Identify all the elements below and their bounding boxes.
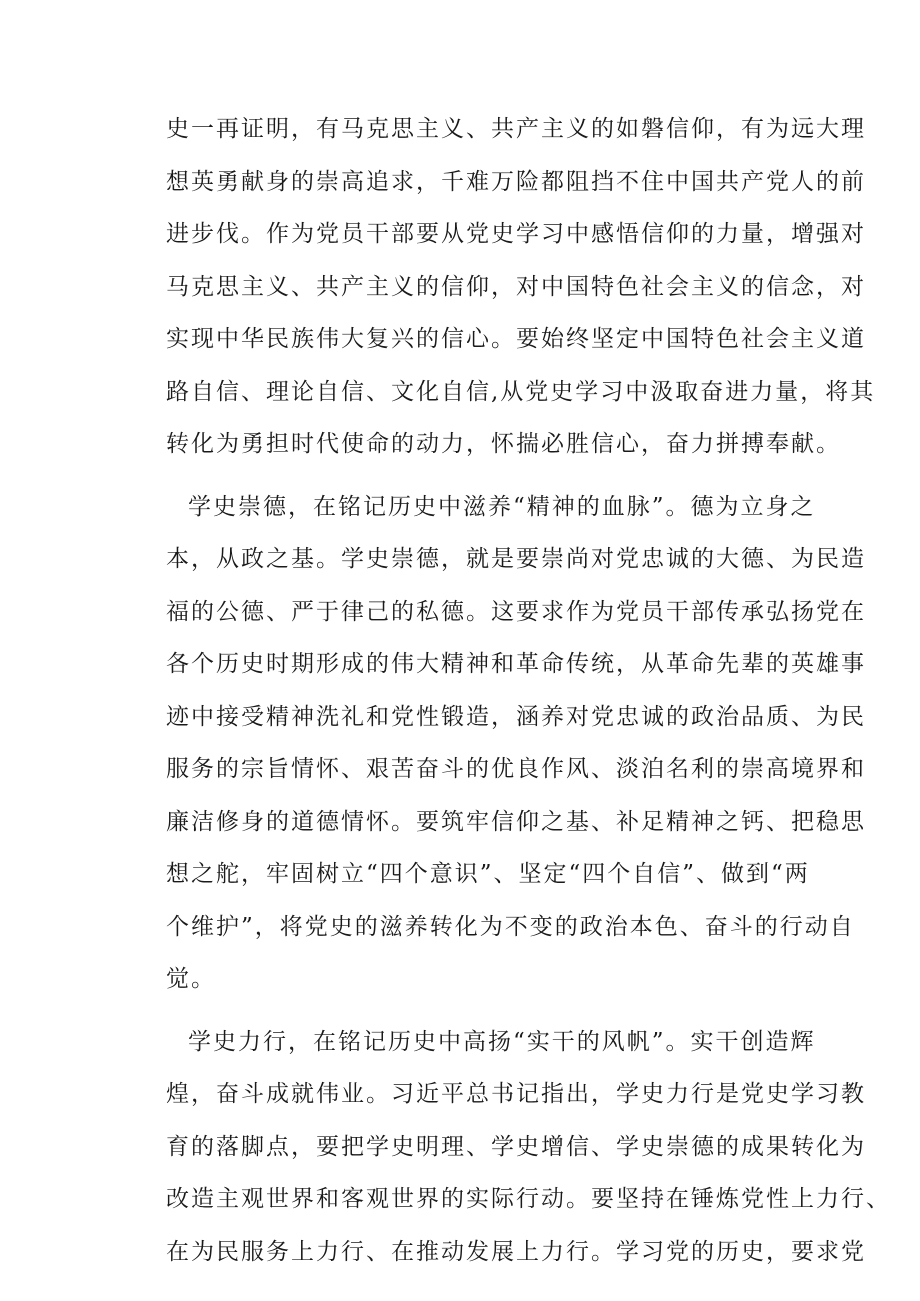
text-line: 实现中华民族伟大复兴的信心。要始终坚定中国特色社会主义道 <box>166 326 866 352</box>
text-line: 想之舵，牢固树立“四个意识”、坚定“四个自信”、做到“两 <box>166 861 810 887</box>
paragraph-virtue <box>166 481 866 1006</box>
text-line: 马克思主义、共产主义的信仰，对中国特色社会主义的信念，对 <box>166 273 866 300</box>
text-line: 育的落脚点，要把学史明理、学史增信、学史崇德的成果转化为 <box>166 1133 866 1160</box>
text-line: 在为民服务上力行、在推动发展上力行。学习党的历史，要求党 <box>166 1238 866 1265</box>
text-line: 转化为勇担时代使命的动力，怀揣必胜信心，奋力拼搏奉献。 <box>166 431 841 457</box>
paragraph-practice <box>166 1016 891 1279</box>
paragraph-spacer <box>166 1006 816 1016</box>
paragraph-spacer <box>166 471 816 481</box>
document-body <box>166 103 891 1278</box>
text-line: 服务的宗旨情怀、艰苦奋斗的优良作风、淡泊名利的崇高境界和 <box>166 756 866 782</box>
text-line: 各个历史时期形成的伟大精神和革命传统，从革命先辈的英雄事 <box>166 651 866 677</box>
text-line: 廉洁修身的道德情怀。要筑牢信仰之基、补足精神之钙、把稳思 <box>166 808 866 835</box>
text-line: 个维护”，将党史的滋养转化为不变的政治本色、奋斗的行动自 <box>166 913 855 940</box>
text-line: 史一再证明，有马克思主义、共产主义的如磐信仰，有为远大理 <box>166 116 866 142</box>
text-line: 迹中接受精神洗礼和党性锻造，涵养对党忠诚的政治品质、为民 <box>166 703 866 730</box>
text-line: 学史崇德，在铭记历史中滋养“精神的血脉”。德为立身之 <box>188 493 816 520</box>
text-line: 路自信、理论自信、文化自信,从党史学习中汲取奋进力量，将其 <box>166 378 876 405</box>
text-line: 煌，奋斗成就伟业。习近平总书记指出，学史力行是党史学习教 <box>166 1081 866 1107</box>
text-line: 觉。 <box>166 966 216 992</box>
text-line: 学史力行，在铭记历史中高扬“实干的风帆”。实干创造辉 <box>188 1028 816 1055</box>
text-line: 进步伐。作为党员干部要从党史学习中感悟信仰的力量，增强对 <box>166 221 866 247</box>
text-line: 改造主观世界和客观世界的实际行动。要坚持在锤炼党性上力行、 <box>166 1186 891 1212</box>
text-line: 想英勇献身的崇高追求，千难万险都阻挡不住中国共产党人的前 <box>166 168 866 195</box>
text-line: 福的公德、严于律己的私德。这要求作为党员干部传承弘扬党在 <box>166 598 866 625</box>
paragraph-faith-continued <box>166 103 876 471</box>
text-line: 本，从政之基。学史崇德，就是要崇尚对党忠诚的大德、为民造 <box>166 546 866 572</box>
